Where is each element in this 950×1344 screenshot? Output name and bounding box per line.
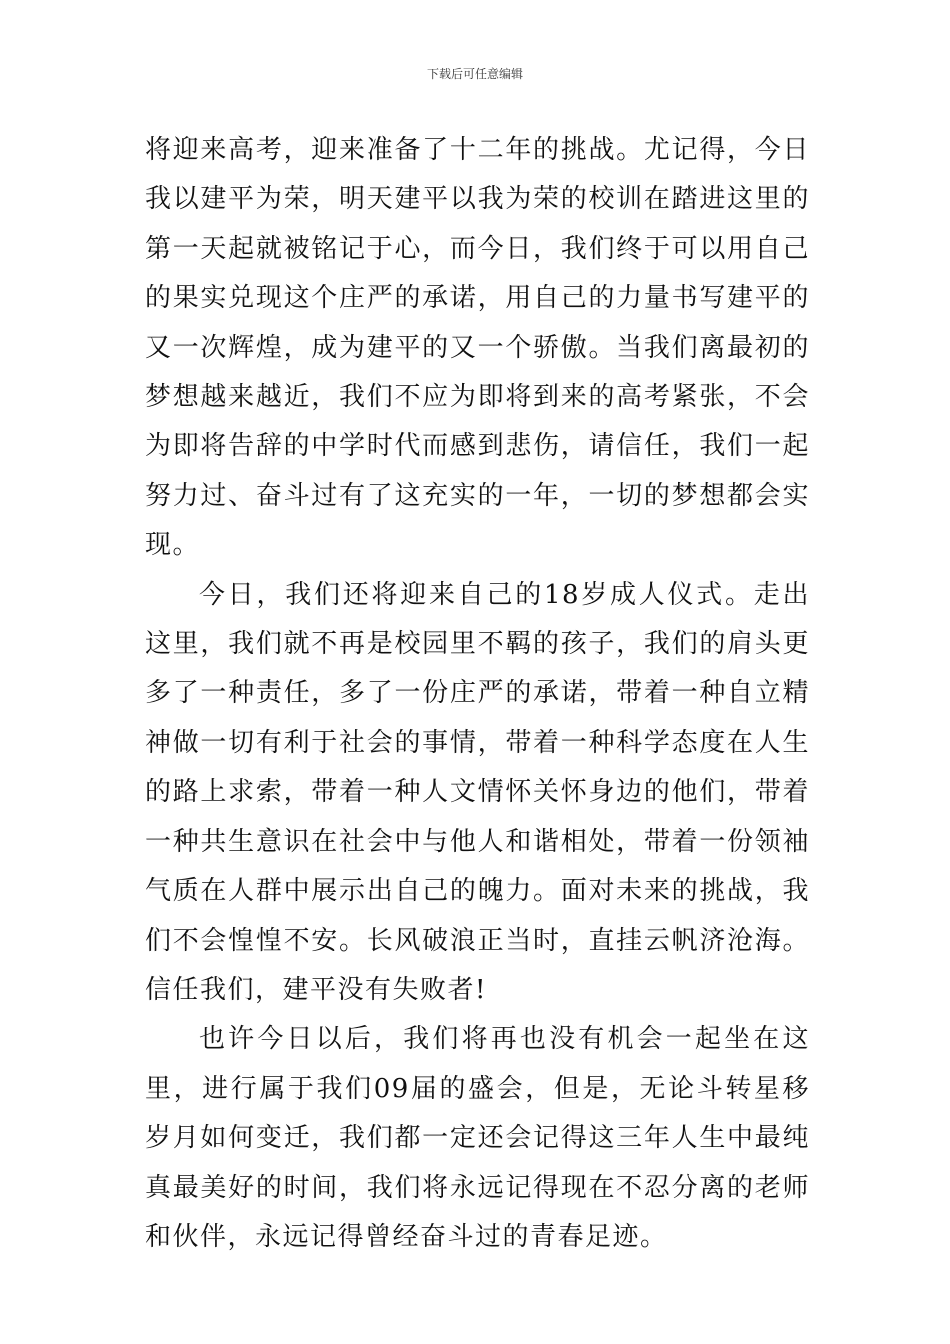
paragraph-2: 今日，我们还将迎来自己的18岁成人仪式。走出这里，我们就不再是校园里不羁的孩子，我们的肩头更多了一种责任，多了一份庄严的承诺，带着一种自立精神做一切有利于社会的事情，带着一种科学态度在人生的路上求索，带着一种人文情怀关怀身边的他们，带着一种共生意识在社会中与他人和谐相处，带着一份领袖气质在人群中展示出自己的魄力。面对未来的挑战，我们不会惶惶不安。长风破浪正当时，直挂云帆济沧海。信任我们，建平没有失败者! — [145, 579, 810, 1005]
paragraph-3: 也许今日以后，我们将再也没有机会一起坐在这里，进行属于我们09届的盛会，但是，无论斗转星移岁月如何变迁，我们都一定还会记得这三年人生中最纯真最美好的时间，我们将永远记得现在不忍分离的老师和伙伴，永远记得曾经奋斗过的青春足迹。 — [145, 1024, 810, 1252]
document-body — [145, 126, 810, 1262]
page-header: 下载后可任意编辑 — [426, 67, 523, 81]
paragraph-1: 将迎来高考，迎来准备了十二年的挑战。尤记得，今日我以建平为荣，明天建平以我为荣的校训在踏进这里的第一天起就被铭记于心，而今日，我们终于可以用自己的果实兑现这个庄严的承诺，用自己的力量书写建平的又一次辉煌，成为建平的又一个骄傲。当我们离最初的梦想越来越近，我们不应为即将到来的高考紧张，不会为即将告辞的中学时代而感到悲伤，请信任，我们一起努力过、奋斗过有了这充实的一年，一切的梦想都会实现。 — [145, 135, 810, 561]
